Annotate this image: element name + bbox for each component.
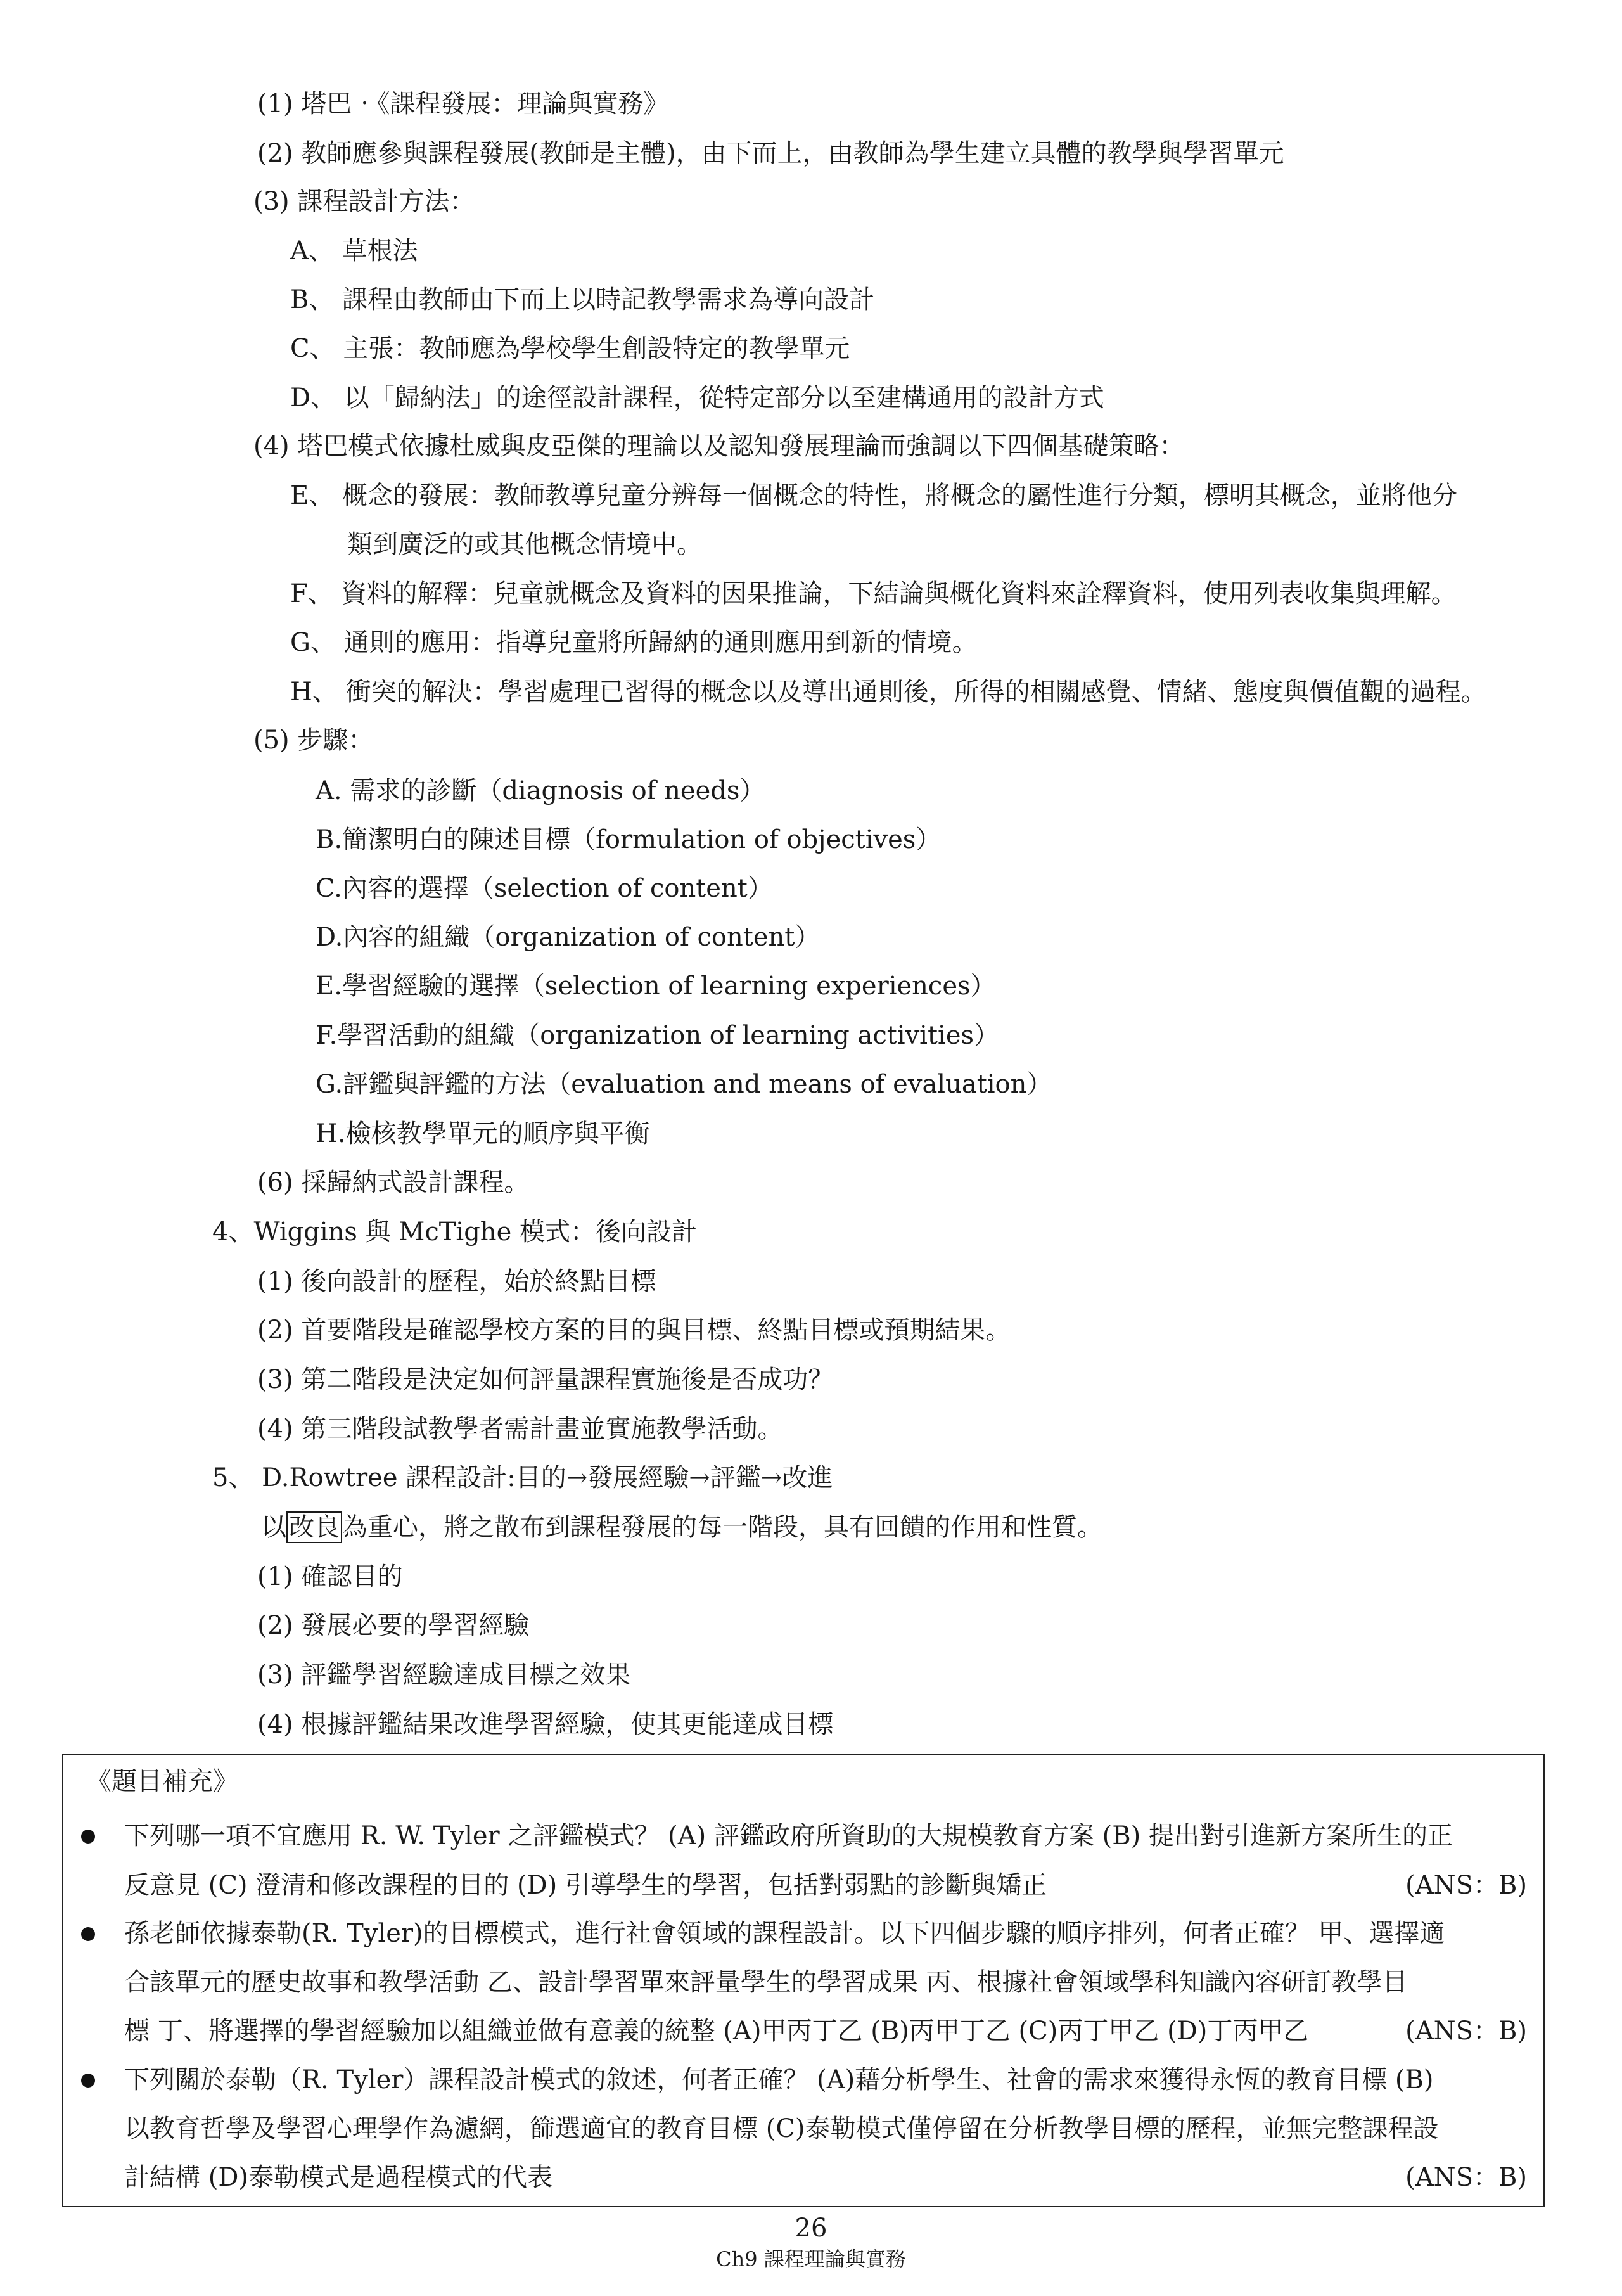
q1-answer: (ANS：B): [1405, 1871, 1527, 1900]
step-a: A. 需求的診斷（diagnosis of needs）: [316, 776, 765, 805]
rowtree-heading: 5、 D.Rowtree 課程設計:目的→發展經驗→評鑑→改進: [212, 1463, 833, 1492]
taba-item-6: (6) 採歸納式設計課程。: [257, 1168, 530, 1197]
method-a: A、 草根法: [290, 236, 418, 266]
taba-item-1: (1) 塔巴‧《課程發展：理論與實務》: [257, 89, 669, 119]
q2-line-1: 孫老師依據泰勒(R. Tyler)的目標模式，進行社會領域的課程設計。以下四個步驟的順序排列，何者正確？ 甲、選擇適: [124, 1919, 1445, 1948]
wiggins-item-1: (1) 後向設計的歷程，始於終點目標: [257, 1267, 656, 1296]
rowtree-desc-pre: 以: [261, 1513, 286, 1542]
q1-line-2: 反意見 (C) 澄清和修改課程的目的 (D) 引導學生的學習，包括對弱點的診斷與矯正: [124, 1871, 1047, 1900]
q3-line-1: 下列關於泰勒（R. Tyler）課程設計模式的敘述，何者正確？ (A)藉分析學生、社會的需求來獲得永恆的教育目標 (B): [124, 2065, 1434, 2094]
q3-answer: (ANS：B): [1405, 2163, 1527, 2192]
step-b: B.簡潔明白的陳述目標（formulation of objectives）: [316, 825, 942, 854]
q3-line-3: 計結構 (D)泰勒模式是過程模式的代表: [124, 2163, 552, 2192]
q2-answer: (ANS：B): [1405, 2017, 1527, 2046]
rowtree-desc-boxed: 改良: [286, 1511, 342, 1543]
method-b: B、 課程由教師由下而上以時記教學需求為導向設計: [290, 285, 875, 314]
wiggins-item-2: (2) 首要階段是確認學校方案的目的與目標、終點目標或預期結果。: [257, 1316, 1011, 1345]
step-h: H.檢核教學單元的順序與平衡: [316, 1119, 650, 1148]
q3-line-2: 以教育哲學及學習心理學作為濾網，篩選適宜的教育目標 (C)泰勒模式僅停留在分析教學目標的歷程，並無完整課程設: [124, 2114, 1439, 2143]
rowtree-desc-post: 為重心，將之散布到課程發展的每一階段，具有回饋的作用和性質。: [342, 1513, 1102, 1542]
strategy-f: F、 資料的解釋：兒童就概念及資料的因果推論，下結論與概化資料來詮釋資料，使用列表收集與理解。: [290, 579, 1457, 608]
step-f: F.學習活動的組織（organization of learning activities）: [316, 1021, 1000, 1050]
taba-item-2: (2) 教師應參與課程發展(教師是主體)，由下而上，由教師為學生建立具體的教學與學習單元: [257, 139, 1284, 168]
wiggins-item-4: (4) 第三階段試教學者需計畫並實施教學活動。: [257, 1414, 783, 1444]
taba-item-3: (3) 課程設計方法：: [253, 187, 475, 216]
rowtree-item-1: (1) 確認目的: [257, 1562, 403, 1591]
step-g: G.評鑑與評鑑的方法（evaluation and means of evaluation）: [316, 1070, 1052, 1099]
step-c: C.內容的選擇（selection of content）: [316, 874, 773, 903]
rowtree-description: [261, 1511, 1102, 1544]
taba-item-5: (5) 步驟：: [253, 726, 374, 755]
supplement-title: 《題目補充》: [86, 1767, 238, 1796]
q2-line-2: 合該單元的歷史故事和教學活動 乙、設計學習單來評量學生的學習成果 丙、根據社會領域學科知識內容研訂教學目: [124, 1968, 1408, 1997]
step-d: D.內容的組織（organization of content）: [316, 923, 821, 952]
method-c: C、 主張：教師應為學校學生創設特定的教學單元: [290, 334, 850, 363]
wiggins-heading: 4、Wiggins 與 McTighe 模式：後向設計: [212, 1217, 697, 1247]
method-d: D、 以「歸納法」的途徑設計課程，從特定部分以至建構通用的設計方式: [290, 383, 1104, 413]
taba-item-4: (4) 塔巴模式依據杜威與皮亞傑的理論以及認知發展理論而強調以下四個基礎策略：: [253, 432, 1185, 461]
wiggins-item-3: (3) 第二階段是決定如何評量課程實施後是否成功？: [257, 1365, 834, 1394]
bullet-icon: [81, 1830, 95, 1844]
step-e: E.學習經驗的選擇（selection of learning experiences）: [316, 972, 996, 1001]
bullet-icon: [81, 2074, 95, 2088]
strategy-h: H、 衝突的解決：學習處理已習得的概念以及導出通則後，所得的相關感覺、情緒、態度與價值觀的過程。: [290, 677, 1486, 707]
page-number: 26: [795, 2214, 827, 2243]
rowtree-item-4: (4) 根據評鑑結果改進學習經驗，使其更能達成目標: [257, 1710, 834, 1739]
q2-line-3: 標 丁、將選擇的學習經驗加以組織並做有意義的統整 (A)甲丙丁乙 (B)丙甲丁乙 (C)丙丁甲乙 (D)丁丙甲乙: [124, 2017, 1309, 2046]
strategy-e: E、 概念的發展：教師教導兒童分辨每一個概念的特性，將概念的屬性進行分類，標明其概念，並將他分: [290, 481, 1457, 510]
chapter-title: Ch9 課程理論與實務: [716, 2247, 906, 2271]
strategy-e-cont: 類到廣泛的或其他概念情境中。: [347, 530, 702, 559]
q1-line-1: 下列哪一項不宜應用 R. W. Tyler 之評鑑模式？ (A) 評鑑政府所資助的大規模教育方案 (B) 提出對引進新方案所生的正: [124, 1821, 1453, 1850]
supplement-box: [62, 1754, 1545, 2207]
bullet-icon: [81, 1927, 95, 1941]
rowtree-item-2: (2) 發展必要的學習經驗: [257, 1611, 530, 1640]
strategy-g: G、 通則的應用：指導兒童將所歸納的通則應用到新的情境。: [290, 628, 978, 657]
rowtree-item-3: (3) 評鑑學習經驗達成目標之效果: [257, 1660, 631, 1690]
